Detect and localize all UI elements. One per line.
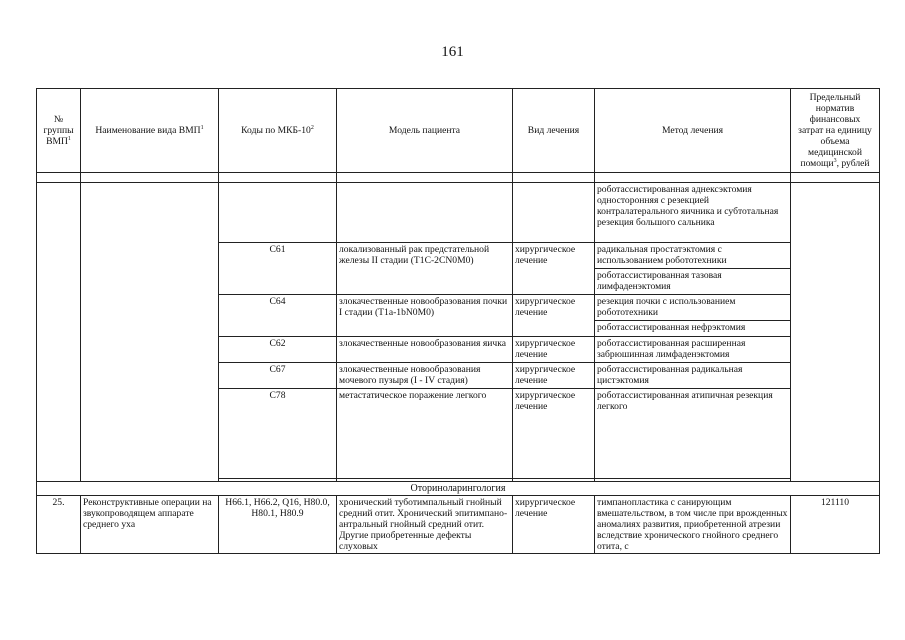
header-treatment-type: Вид лечения [513,89,595,173]
treatment-method-cell: тимпанопластика с санирующим вмешательством, в том числе при врожденных аномалиях развития, приобретенной атрезии вследствие хронического гнойного среднего отита, с [595,496,791,554]
treatment-method-cell: роботассистированная тазовая лимфаденэктомия [595,269,791,295]
treatment-method-cell: роботассистированная атипичная резекция легкого [595,389,791,479]
icd-code-cell: C78 [219,389,337,479]
group-number-cell: 25. [37,496,81,554]
vmp-table [36,88,880,554]
table-header-row [37,89,880,173]
treatment-method-cell: радикальная простатэктомия с использованием робототехники [595,243,791,269]
icd-code-cell: C61 [219,243,337,295]
icd-code-cell [219,183,337,243]
section-row [37,482,880,496]
cost-norm-cell [791,183,880,482]
treatment-method-cell: роботассистированная нефрэктомия [595,321,791,337]
treatment-type-cell: хирургическое лечение [513,295,595,337]
header-cost-norm: Предельный норматив финансовых затрат на единицу объема медицинской помощи$^3$, рублей [791,89,880,173]
table-row-spacer [37,173,880,183]
header-treatment-method: Метод лечения [595,89,791,173]
patient-model-cell [337,183,513,243]
treatment-method-cell: роботассистированная радикальная цистэктомия [595,363,791,389]
header-icd-codes: Коды по МКБ-$10^2$ [219,89,337,173]
header-group-number: № группы ВМП$^1$ [37,89,81,173]
treatment-type-cell: хирургическое лечение [513,337,595,363]
treatment-method-cell: роботассистированная аднексэктомия односторонняя с резекцией контралатерального яичника и субтотальная резекция большого сальника [595,183,791,243]
patient-model-cell: злокачественные новообразования почки I стадии (T1a-1bN0M0) [337,295,513,337]
section-title: Оториноларингология [37,482,880,496]
vmp-name-cell: Реконструктивные операции на звукопроводящем аппарате среднего уха [81,496,219,554]
icd-code-cell: H66.1, H66.2, Q16, H80.0, H80.1, H80.9 [219,496,337,554]
patient-model-cell: метастатическое поражение легкого [337,389,513,479]
patient-model-cell: локализованный рак предстательной железы II стадии (T1C-2CN0M0) [337,243,513,295]
icd-code-cell: C64 [219,295,337,337]
treatment-type-cell: хирургическое лечение [513,243,595,295]
patient-model-cell: злокачественные новообразования мочевого пузыря (I - IV стадия) [337,363,513,389]
header-patient-model: Модель пациента [337,89,513,173]
treatment-type-cell: хирургическое лечение [513,496,595,554]
group-number-cell [37,183,81,482]
treatment-type-cell: хирургическое лечение [513,363,595,389]
icd-code-cell: C67 [219,363,337,389]
vmp-name-cell [81,183,219,482]
treatment-type-cell [513,183,595,243]
cost-norm-cell: 121110 [791,496,880,554]
table-row [37,183,880,243]
header-vmp-name: Наименование вида ВМП$^1$ [81,89,219,173]
patient-model-cell: хронический туботимпальный гнойный средний отит. Хронический эпитимпано-антральный гнойный средний отит. Другие приобретенные дефекты слуховых [337,496,513,554]
icd-code-cell: C62 [219,337,337,363]
table-row [37,496,880,554]
page-number: 161 [441,44,464,60]
patient-model-cell: злокачественные новообразования яичка [337,337,513,363]
treatment-method-cell: резекция почки с использованием робототехники [595,295,791,321]
treatment-type-cell: хирургическое лечение [513,389,595,479]
treatment-method-cell: роботассистированная расширенная забрюшинная лимфаденэктомия [595,337,791,363]
